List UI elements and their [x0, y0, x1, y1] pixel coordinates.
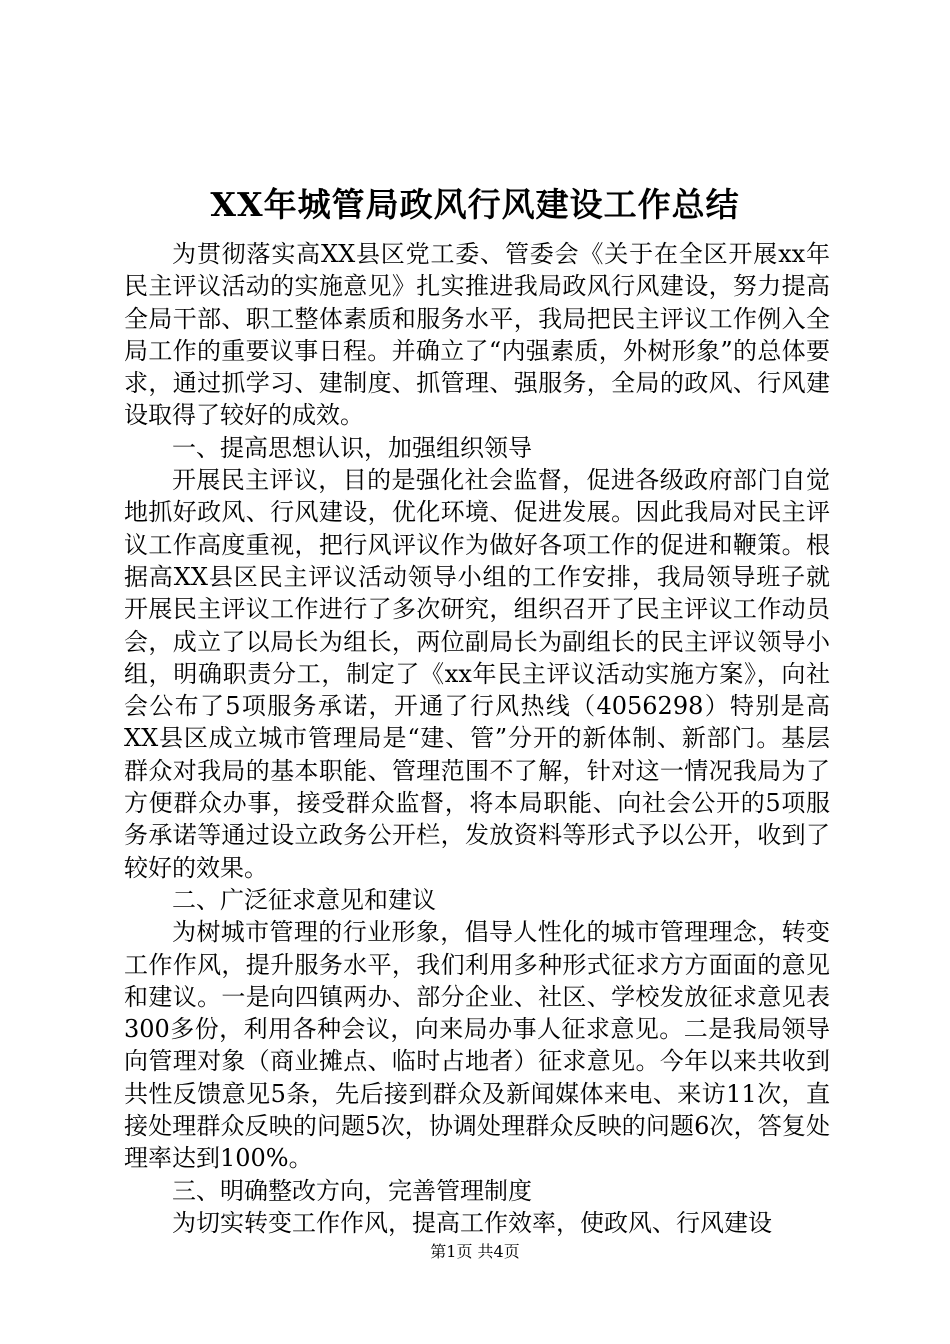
section-heading-3: 三、明确整改方向，完善管理制度 — [172, 1176, 532, 1205]
page-footer: 第1页 共4页 — [430, 1242, 520, 1261]
section-1-paragraph: 开展民主评议，目的是强化社会监督，促进各级政府部门自觉地抓好政风、行风建设，优化环境、促进发展。因此我局对民主评议工作高度重视，把行风评议作为做好各项工作的促进和鞭策。根据高XX县区民主评议活动领导小组的工作安排，我局领导班子就开展民主评议工作进行了多次研究，组织召开了民主评议工作动员会，成立了以局长为组长，两位副局长为副组长的民主评议领导小组，明确职责分工，制定了《xx年民主评议活动实施方案》，向社会公布了5项服务承诺，开通了行风热线（4056298）特别是高XX县区成立城市管理局是“建、管”分开的新体制、新部门。基层群众对我局的基本职能、管理范围不了解，针对这一情况我局为了方便群众办事，接受群众监督，将本局职能、向社会公开的5项服务承诺等通过设立政务公开栏，发放资料等形式予以公开，收到了较好的效果。 — [124, 466, 830, 882]
section-heading-1: 一、提高思想认识，加强组织领导 — [172, 433, 532, 462]
section-3-paragraph: 为切实转变工作作风，提高工作效率，使政风、行风建设 — [172, 1208, 772, 1237]
intro-paragraph: 为贯彻落实高XX县区党工委、管委会《关于在全区开展xx年民主评议活动的实施意见》扎实推进我局政风行风建设，努力提高全局干部、职工整体素质和服务水平，我局把民主评议工作例入全局工作的重要议事日程。并确立了“内强素质，外树形象”的总体要求，通过抓学习、建制度、抓管理、强服务，全局的政风、行风建设取得了较好的成效。 — [124, 240, 830, 430]
document-title: XX年城管局政风行风建设工作总结 — [210, 185, 740, 224]
section-2-paragraph: 为树城市管理的行业形象，倡导人性化的城市管理理念，转变工作作风，提升服务水平，我们利用多种形式征求方方面面的意见和建议。一是向四镇两办、部分企业、社区、学校发放征求意见表300多份，利用各种会议，向来局办事人征求意见。二是我局领导向管理对象（商业摊点、临时占地者）征求意见。今年以来共收到共性反馈意见5条，先后接到群众及新闻媒体来电、来访11次，直接处理群众反映的问题5次，协调处理群众反映的问题6次，答复处理率达到100%。 — [124, 918, 830, 1173]
document-body — [124, 238, 830, 1239]
section-heading-2: 二、广泛征求意见和建议 — [172, 885, 436, 914]
